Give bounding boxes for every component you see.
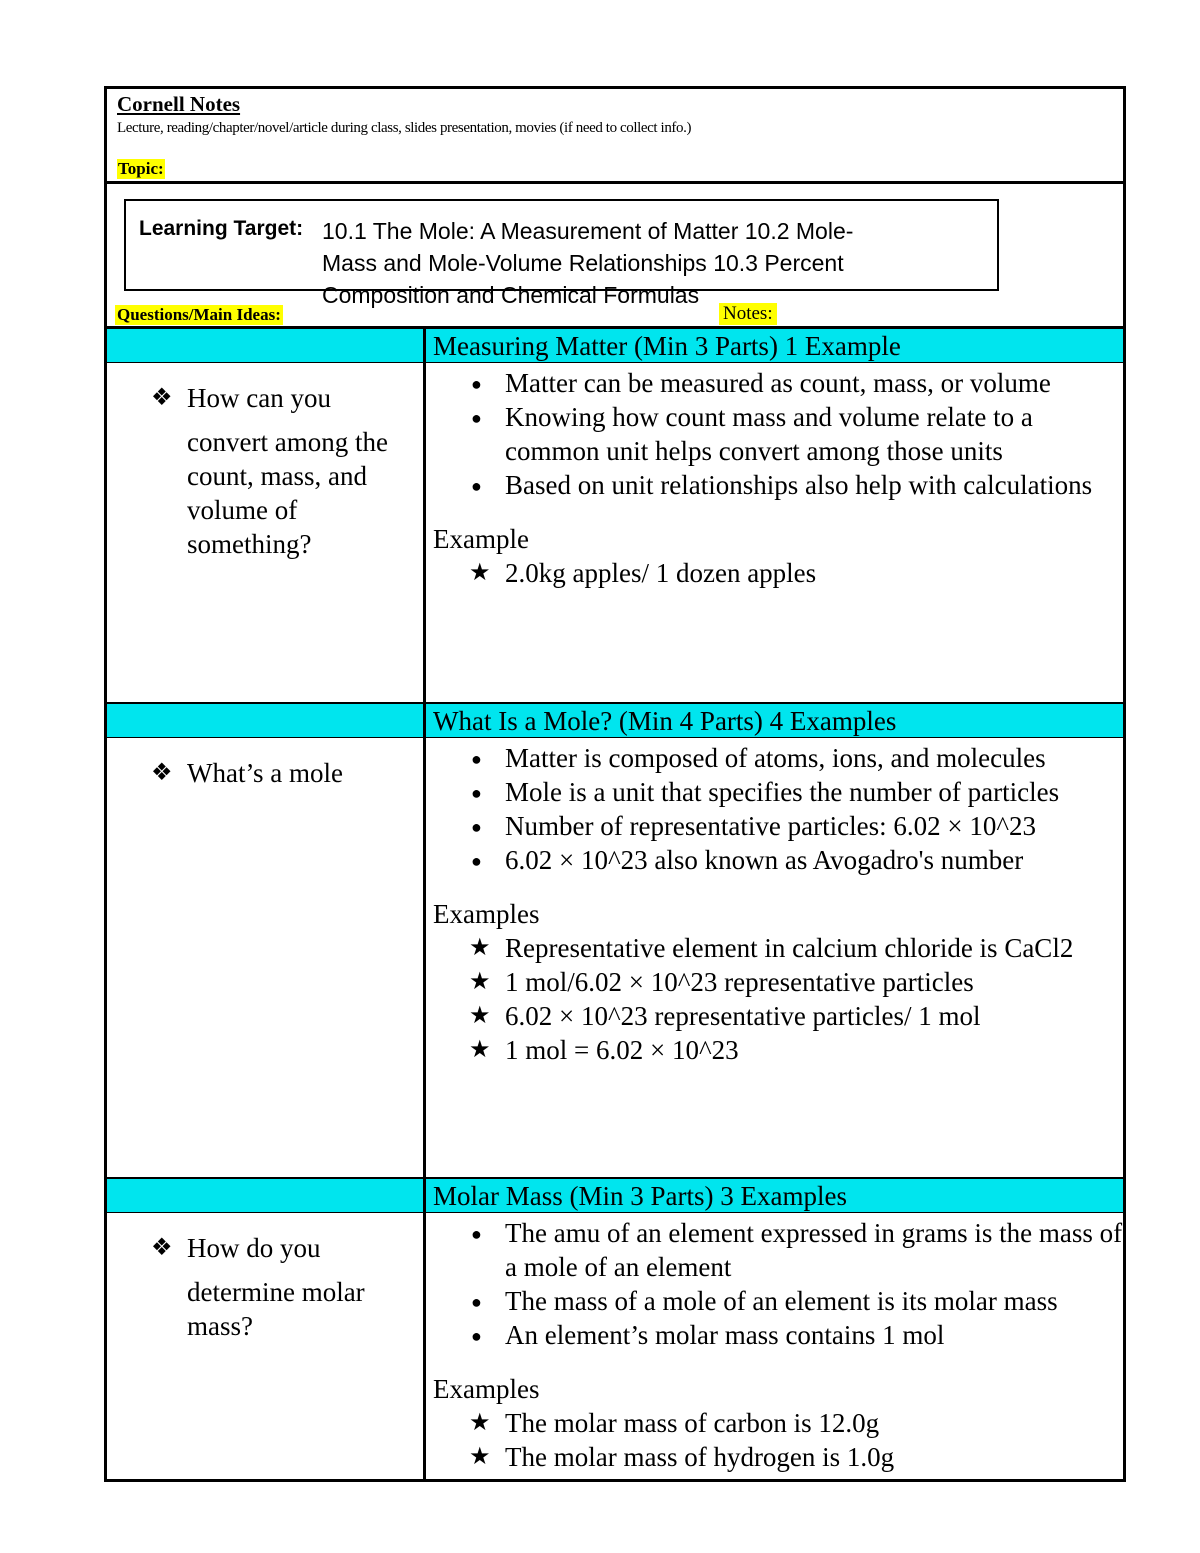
question-line: volume of [187, 495, 298, 525]
cornell-notes-sheet [104, 86, 1126, 1482]
question-line: determine molar [187, 1277, 365, 1307]
question-line: mass? [187, 1311, 253, 1341]
list-item: ● Knowing how count mass and volume relate to a common unit helps convert among those units [433, 400, 1123, 468]
section-title: What Is a Mole? (Min 4 Parts) 4 Examples [433, 706, 897, 736]
section-header-band [107, 704, 1123, 738]
list-item: ● Number of representative particles: 6.02 × 10^23 [433, 809, 1123, 843]
question-line: How do you [187, 1233, 321, 1263]
question-cell [151, 1231, 411, 1343]
list-item: ● Matter can be measured as count, mass, or volume [433, 366, 1123, 400]
list-item: ● The mass of a mole of an element is its molar mass [433, 1284, 1123, 1318]
section-title: Measuring Matter (Min 3 Parts) 1 Example [433, 331, 901, 361]
notes-bullet-list [433, 741, 1123, 877]
column-divider [423, 326, 426, 1482]
question-line: How can you [187, 383, 331, 413]
question-cell [151, 381, 411, 561]
learning-target-box [124, 199, 999, 308]
question-cell [151, 756, 411, 790]
learning-target-text [323, 215, 973, 311]
list-item: ★ The molar mass of carbon is 12.0g [433, 1406, 1123, 1440]
examples-label: Examples [433, 1374, 540, 1404]
diamond-bullet-icon: ❖ [151, 760, 173, 786]
list-item: ● 6.02 × 10^23 also known as Avogadro's number [433, 843, 1123, 877]
notes-cell [433, 366, 1123, 590]
examples-label: Example [433, 524, 529, 554]
notes-cell [433, 1216, 1123, 1474]
diamond-bullet-icon: ❖ [151, 1235, 173, 1261]
list-item: ● Matter is composed of atoms, ions, and molecules [433, 741, 1123, 775]
document-subtitle: Lecture, reading/chapter/novel/article during class, slides presentation, movies (if need to collect info.) [117, 120, 692, 136]
topic-label: Topic: [118, 159, 164, 178]
list-item: ★ 2.0kg apples/ 1 dozen apples [433, 556, 1123, 590]
question-line: count, mass, and [187, 461, 367, 491]
header-divider [107, 181, 1123, 184]
learning-target-line: 10.1 The Mole: A Measurement of Matter 10.2 Mole- [322, 218, 854, 244]
learning-target-line: Mass and Mole-Volume Relationships 10.3 Percent [322, 250, 844, 276]
section-header-band [107, 329, 1123, 363]
list-item: ★ The molar mass of hydrogen is 1.0g [433, 1440, 1123, 1474]
list-item: ★ Representative element in calcium chloride is CaCl2 [433, 931, 1123, 965]
examples-list [433, 556, 1123, 590]
list-item: ● The amu of an element expressed in grams is the mass of a mole of an element [433, 1216, 1123, 1284]
learning-target-label: Learning Target: [139, 217, 304, 240]
diamond-bullet-icon: ❖ [151, 385, 173, 411]
learning-target-line: Composition and Chemical Formulas [322, 282, 700, 308]
examples-list [433, 931, 1123, 1067]
section-what-is-a-mole [107, 704, 1123, 1179]
notes-column-label: Notes: [719, 303, 777, 325]
header [107, 89, 1123, 184]
notes-cell [433, 741, 1123, 1067]
list-item: ● An element’s molar mass contains 1 mol [433, 1318, 1123, 1352]
section-title: Molar Mass (Min 3 Parts) 3 Examples [433, 1181, 847, 1211]
examples-list [433, 1406, 1123, 1474]
list-item: ★ 1 mol = 6.02 × 10^23 [433, 1033, 1123, 1067]
list-item: ★ 1 mol/6.02 × 10^23 representative particles [433, 965, 1123, 999]
section-header-band [107, 1179, 1123, 1213]
list-item: ● Mole is a unit that specifies the number of particles [433, 775, 1123, 809]
question-line: What’s a mole [187, 758, 343, 788]
questions-column-label: Questions/Main Ideas: [117, 305, 281, 324]
examples-label: Examples [433, 899, 540, 929]
section-measuring-matter [107, 329, 1123, 704]
list-item: ★ 6.02 × 10^23 representative particles/ 1 mol [433, 999, 1123, 1033]
notes-bullet-list [433, 366, 1123, 502]
document-title: Cornell Notes [117, 92, 241, 116]
list-item: ● Based on unit relationships also help with calculations [433, 468, 1123, 502]
question-line: convert among the [187, 427, 388, 457]
question-line: something? [187, 529, 312, 559]
section-molar-mass [107, 1179, 1123, 1482]
notes-bullet-list [433, 1216, 1123, 1352]
